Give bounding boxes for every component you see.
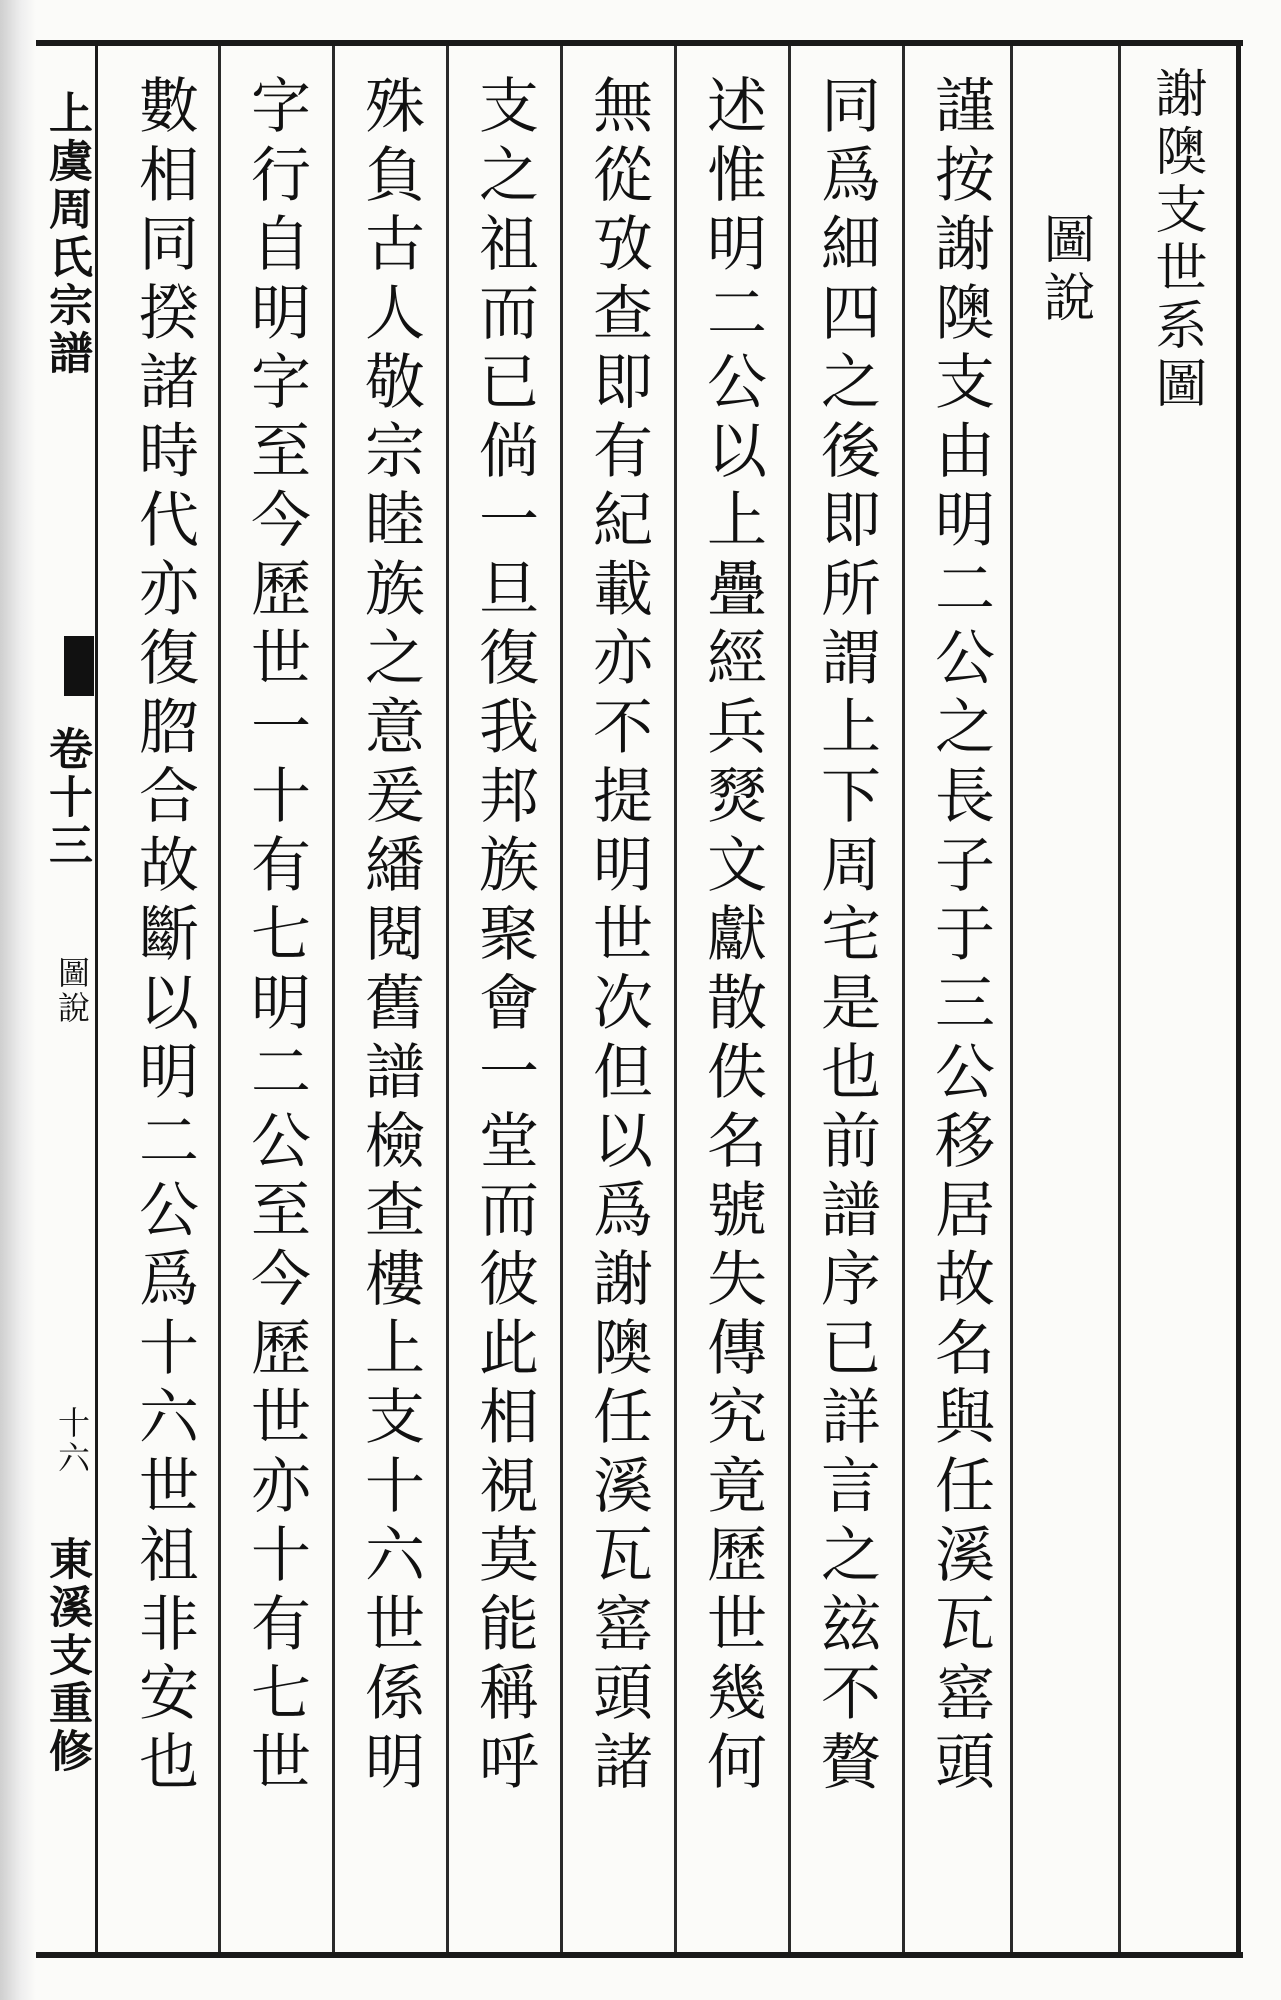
document-subtitle: 圖說 (1034, 212, 1094, 328)
hall-label: 東溪支重修 (41, 1536, 92, 1776)
document-title: 謝隩支世系圖 (1146, 66, 1206, 414)
text-column: 謹按謝隩支由明二公之長子于三公移居故名與任溪瓦窰頭 (925, 74, 995, 1799)
fishtail-mark (64, 636, 94, 696)
text-column: 數相同揆諸時代亦復脗合故斷以明二公爲十六世祖非安也 (129, 74, 199, 1799)
page-number: 十六 (53, 1406, 91, 1476)
column-rule (1010, 46, 1013, 1952)
volume-label: 卷十三 (41, 726, 92, 870)
text-column: 字行自明字至今歷世一十有七明二公至今歷世亦十有七世 (241, 74, 311, 1799)
text-column: 支之祖而已倘一旦復我邦族聚會一堂而彼此相視莫能稱呼 (469, 74, 539, 1799)
section-label: 圖說 (53, 956, 91, 1026)
column-rule (332, 46, 335, 1952)
text-column: 殊負古人敬宗睦族之意爰繙閱舊譜檢查樓上支十六世係明 (355, 74, 425, 1799)
column-rule (446, 46, 449, 1952)
right-border-rule (1236, 40, 1241, 1958)
column-rule (674, 46, 677, 1952)
bottom-border-rule (36, 1952, 1243, 1958)
margin-strip (36, 46, 98, 1952)
page-binding (0, 0, 36, 2000)
column-rule (1118, 46, 1121, 1952)
column-rule (560, 46, 563, 1952)
text-column: 同爲細四之後即所謂上下周宅是也前譜序已詳言之玆不贅 (811, 74, 881, 1799)
book-title: 上虞周氏宗譜 (41, 90, 92, 378)
column-rule (788, 46, 791, 1952)
column-rule (218, 46, 221, 1952)
text-column: 無從攷查即有紀載亦不提明世次但以爲謝隩任溪瓦窰頭諸 (583, 74, 653, 1799)
column-rule (902, 46, 905, 1952)
text-column: 述惟明二公以上疊經兵燹文獻散佚名號失傳究竟歷世幾何 (697, 74, 767, 1799)
